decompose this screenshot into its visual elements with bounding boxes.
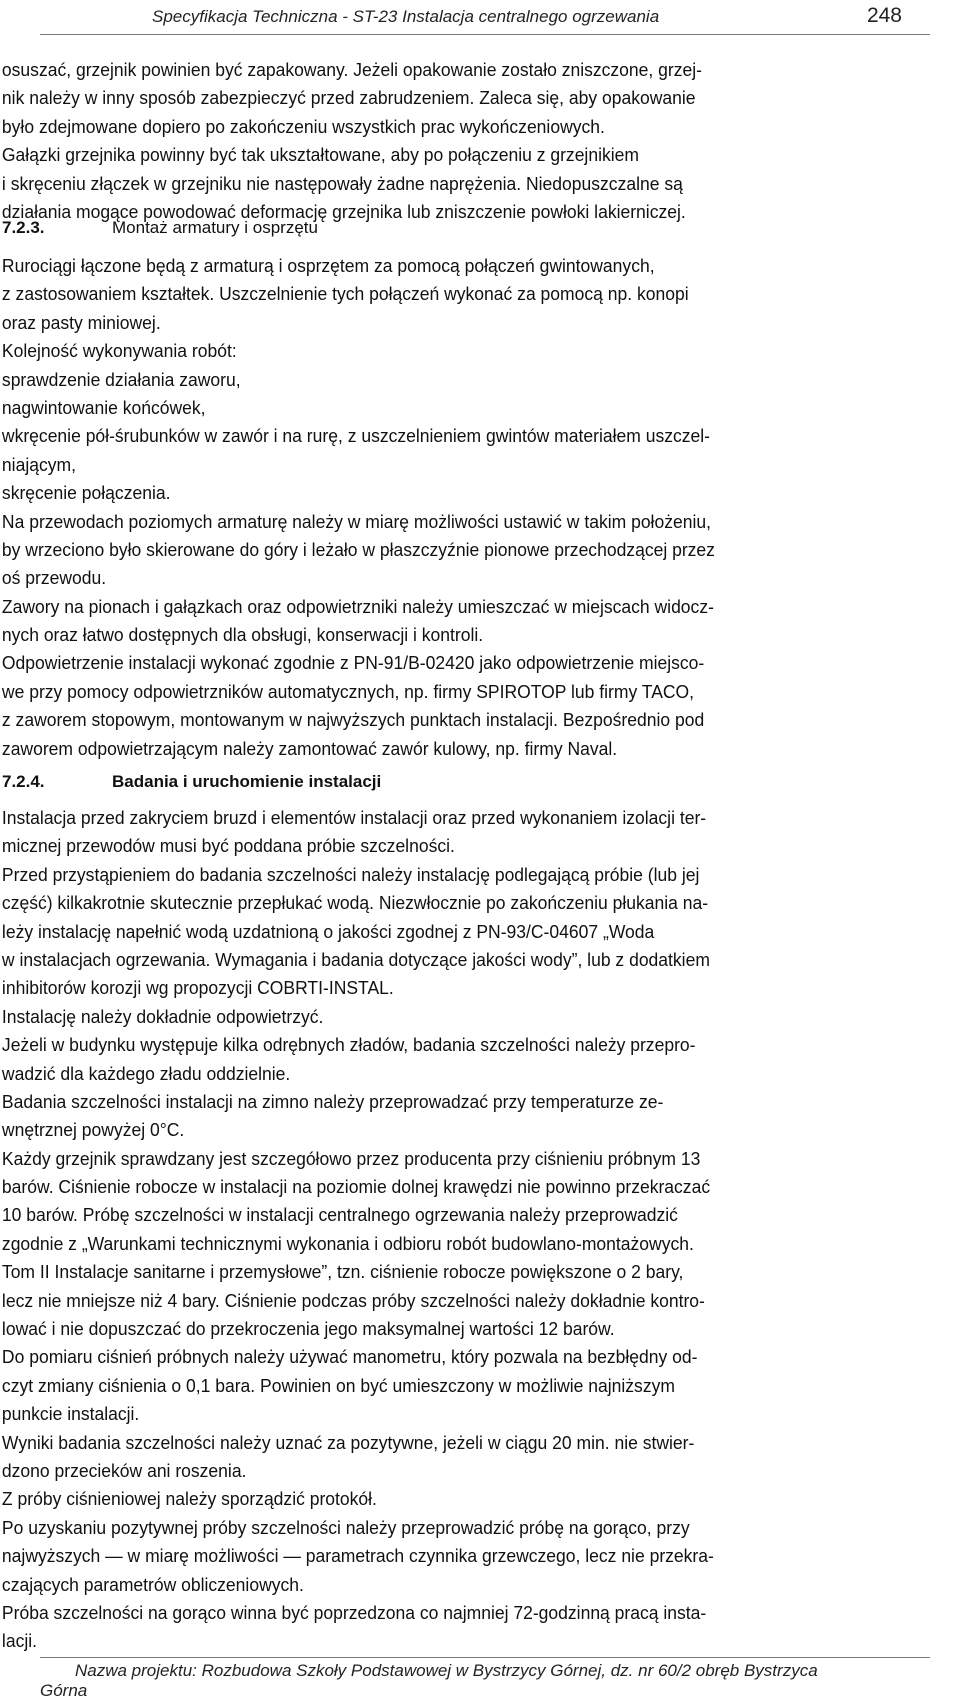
text-line: we przy pomocy odpowietrzników automatycznych, np. firmy SPIROTOP lub firmy TACO, <box>1 681 695 702</box>
text-line: w instalacjach ogrzewania. Wymagania i badania dotyczące jakości wody”, lub z dodatkiem <box>1 949 710 970</box>
footer-project-name-cont: Górna <box>40 1681 88 1700</box>
page-footer <box>40 1661 920 1701</box>
text-line: Do pomiaru ciśnień próbnych należy używać manometru, który pozwala na bezbłędny od- <box>1 1347 698 1368</box>
page-number: 248 <box>866 4 902 27</box>
text-line: część) kilkakrotnie skutecznie przepłukać wodą. Niezwłocznie po zakończeniu płukania na- <box>1 893 709 914</box>
text-line: niającym, <box>1 454 76 475</box>
text-line: inhibitorów korozji wg propozycji COBRTI-INSTAL. <box>1 978 394 999</box>
text-line: Na przewodach poziomych armaturę należy w miarę możliwości ustawić w takim położeniu, <box>1 511 711 532</box>
text-line: wkręcenie pół-śrubunków w zawór i na rurę, z uszczelnieniem gwintów materiałem uszczel- <box>1 426 710 447</box>
text-line: nych oraz łatwo dostępnych dla obsługi, konserwacji i kontroli. <box>1 625 484 646</box>
text-line: Gałązki grzejnika powinny być tak ukształtowane, aby po połączeniu z grzejnikiem <box>1 145 639 166</box>
text-line: z zaworem stopowym, montowanym w najwyższych punktach instalacji. Bezpośrednio pod <box>1 710 705 731</box>
section-title: Montaż armatury i osprzętu <box>112 218 318 237</box>
text-line: wadzić dla każdego zładu oddzielnie. <box>1 1063 291 1084</box>
page-header <box>40 0 930 35</box>
footer-divider <box>40 1657 930 1658</box>
text-line: zaworem odpowietrzającym należy zamontować zawór kulowy, np. firmy Naval. <box>1 738 618 759</box>
text-line: Przed przystąpieniem do badania szczelności należy instalację podlegającą próbie (lub jej <box>1 864 700 885</box>
text-line: skręcenie połączenia. <box>1 483 171 504</box>
text-line: Próba szczelności na gorąco winna być poprzedzona co najmniej 72-godzinną pracą insta- <box>1 1602 707 1623</box>
text-line: czyt zmiany ciśnienia o 0,1 bara. Powinien on być umieszczony w możliwie najniższym <box>1 1375 675 1396</box>
text-line: oś przewodu. <box>1 568 107 589</box>
text-line: wnętrznej powyżej 0°C. <box>1 1120 185 1141</box>
document-title: Specyfikacja Techniczna - ST-23 Instalacja centralnego ogrzewania <box>152 7 660 26</box>
text-block <box>0 804 960 1656</box>
text-line: Rurociągi łączone będą z armaturą i osprzętem za pomocą połączeń gwintowanych, <box>1 256 655 276</box>
text-line: Jeżeli w budynku występuje kilka odrębnych zładów, badania szczelności należy przepro- <box>1 1035 696 1056</box>
text-line: Zawory na pionach i gałązkach oraz odpowietrzniki należy umieszczać w miejscach widocz- <box>1 596 714 617</box>
text-line: lecz nie mniejsze niż 4 bary. Ciśnienie podczas próby szczelności należy dokładnie kontro- <box>1 1290 705 1311</box>
text-block <box>0 252 960 763</box>
text-line: było zdejmowane dopiero po zakończeniu wszystkich prac wykończeniowych. <box>1 116 605 137</box>
text-line: nik należy w inny sposób zabezpieczyć przed zabrudzeniem. Zaleca się, aby opakowanie <box>1 88 696 109</box>
text-line: nagwintowanie końcówek, <box>1 397 206 418</box>
text-line: Instalacja przed zakryciem bruzd i elementów instalacji oraz przed wykonaniem izolacji ter- <box>1 808 707 828</box>
text-line: Odpowietrzenie instalacji wykonać zgodnie z PN-91/B-02420 jako odpowietrzenie miejsco- <box>1 653 705 674</box>
text-block <box>0 56 960 226</box>
text-line: czających parametrów obliczeniowych. <box>1 1574 304 1595</box>
text-line: Po uzyskaniu pozytywnej próby szczelności należy przeprowadzić próbę na gorąco, przy <box>1 1517 690 1538</box>
section-number: 7.2.4. <box>2 772 45 791</box>
text-line: oraz pasty miniowej. <box>1 312 161 333</box>
text-line: sprawdzenie działania zaworu, <box>1 369 241 390</box>
text-line: z zastosowaniem kształtek. Uszczelnienie tych połączeń wykonać za pomocą np. konopi <box>1 284 689 305</box>
text-line: lować i nie dopuszczać do przekroczenia jego maksymalnej wartości 12 barów. <box>1 1319 615 1340</box>
text-line: micznej przewodów musi być poddana próbie szczelności. <box>1 836 455 857</box>
text-line: osuszać, grzejnik powinien być zapakowany. Jeżeli opakowanie zostało zniszczone, grzej- <box>1 60 702 80</box>
text-line: Instalację należy dokładnie odpowietrzyć. <box>1 1006 324 1027</box>
text-line: Tom II Instalacje sanitarne i przemysłowe”, tzn. ciśnienie robocze powiększone o 2 bary, <box>1 1262 684 1283</box>
text-line: Każdy grzejnik sprawdzany jest szczegółowo przez producenta przy ciśnieniu próbnym 13 <box>1 1148 701 1169</box>
text-line: Badania szczelności instalacji na zimno należy przeprowadzać przy temperaturze ze- <box>1 1091 664 1112</box>
section-number: 7.2.3. <box>2 218 45 237</box>
text-line: działania mogące powodować deformację grzejnika lub zniszczenie powłoki lakierniczej. <box>1 201 686 222</box>
text-line: leży instalację napełnić wodą uzdatnioną o jakości zgodnej z PN-93/C-04607 „Woda <box>1 921 655 942</box>
text-line: Z próby ciśnieniowej należy sporządzić protokół. <box>1 1489 377 1510</box>
text-line: by wrzeciono było skierowane do góry i leżało w płaszczyźnie pionowe przechodzącej przez <box>1 539 715 560</box>
text-line: punkcie instalacji. <box>1 1404 140 1425</box>
text-line: najwyższych — w miarę możliwości — parametrach czynnika grzewczego, lecz nie przekra- <box>1 1546 714 1567</box>
text-line: barów. Ciśnienie robocze w instalacji na poziomie dolnej krawędzi nie powinno przekraczać <box>1 1177 711 1198</box>
text-line: i skręceniu złączek w grzejniku nie następowały żadne naprężenia. Niedopuszczalne są <box>1 173 683 194</box>
section-title: Badania i uruchomienie instalacji <box>112 772 382 791</box>
footer-project-name: Nazwa projektu: Rozbudowa Szkoły Podstawowej w Bystrzycy Górnej, dz. nr 60/2 obręb Bystrzyca <box>75 1661 818 1680</box>
text-line: 10 barów. Próbę szczelności w instalacji centralnego ogrzewania należy przeprowadzić <box>1 1205 678 1226</box>
text-line: Wyniki badania szczelności należy uznać za pozytywne, jeżeli w ciągu 20 min. nie stwier- <box>1 1432 695 1453</box>
text-line: zgodnie z „Warunkami technicznymi wykonania i odbioru robót budowlano-montażowych. <box>1 1233 694 1254</box>
text-line: Kolejność wykonywania robót: <box>1 341 237 362</box>
text-line: lacji. <box>1 1631 37 1652</box>
text-line: dzono przecieków ani roszenia. <box>1 1460 247 1481</box>
